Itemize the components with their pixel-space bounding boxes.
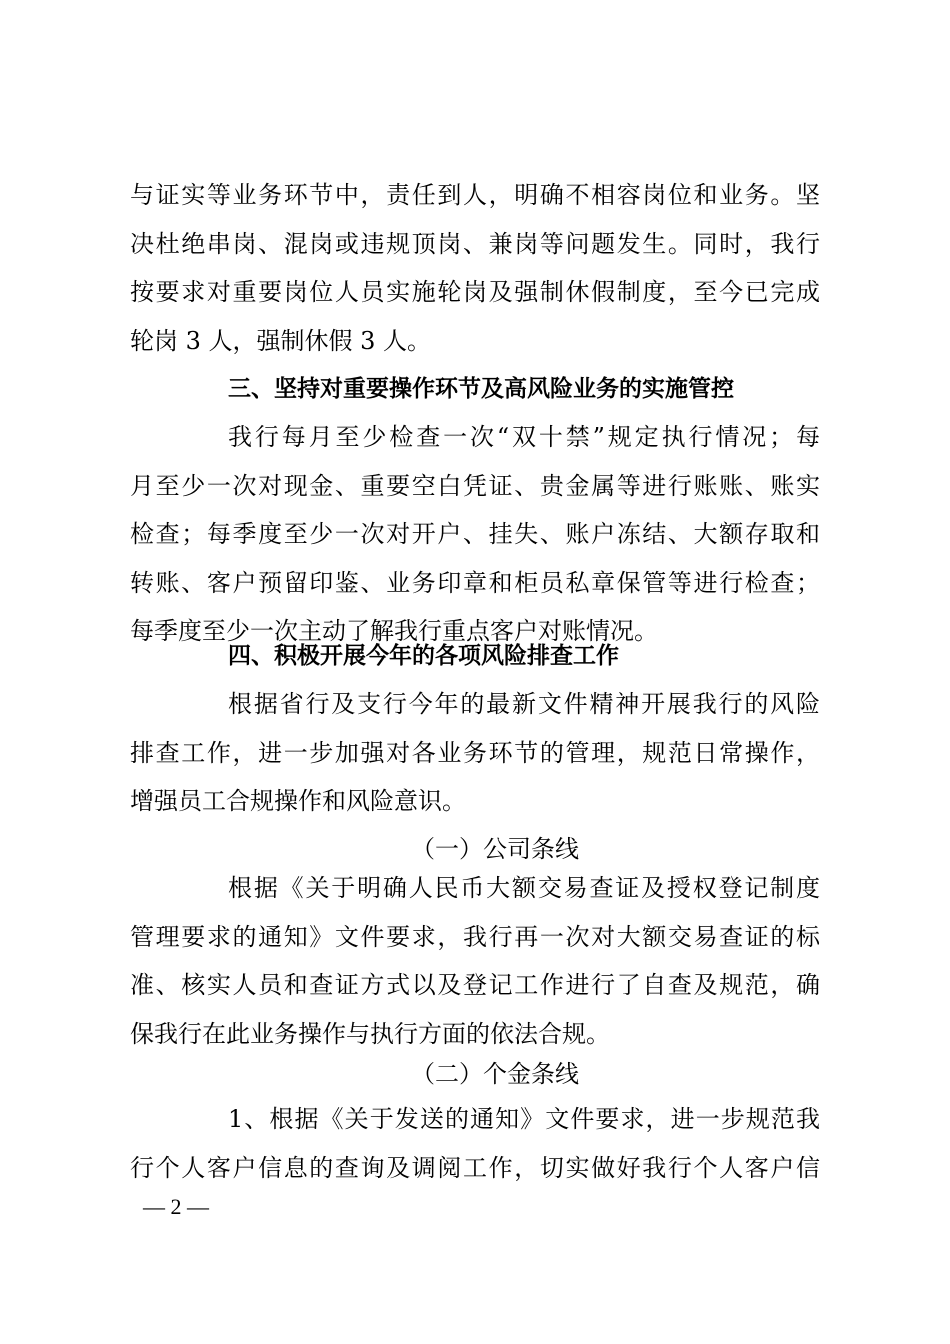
paragraph-line: 我行每月至少检查一次“双十禁”规定执行情况；每 [228,423,820,451]
paragraph-line: 按要求对重要岗位人员实施轮岗及强制休假制度，至今已完成 [130,278,820,306]
paragraph-line: 管理要求的通知》文件要求，我行再一次对大额交易查证的标 [130,922,820,951]
paragraph-line: 保我行在此业务操作与执行方面的依法合规。 [130,1019,610,1048]
paragraph-line: 增强员工合规操作和风险意识。 [130,787,466,815]
subsection-1-heading: （一）公司条线 [411,835,579,863]
paragraph-line: 决杜绝串岗、混岗或违规顶岗、兼岗等问题发生。同时，我行 [130,229,820,258]
paragraph-line: 根据《关于明确人民币大额交易查证及授权登记制度 [228,874,820,902]
section-3-heading: 三、坚持对重要操作环节及高风险业务的实施管控 [228,376,734,402]
paragraph-continuation [130,171,820,365]
paragraph-line: 检查；每季度至少一次对开户、挂失、账户冻结、大额存取和 [130,520,820,548]
section-4-paragraph [130,680,820,826]
paragraph-line: 转账、客户预留印鉴、业务印章和柜员私章保管等进行检查； [130,568,820,597]
subsection-2-heading: （二）个金条线 [411,1060,579,1088]
paragraph-line: 行个人客户信息的查询及调阅工作，切实做好我行个人客户信 [130,1153,820,1182]
page-number: — 2 — [143,1194,209,1219]
paragraph-line: 根据省行及支行今年的最新文件精神开展我行的风险 [228,690,820,718]
section-3-paragraph [130,413,820,656]
paragraph-line: 月至少一次对现金、重要空白凭证、贵金属等进行账账、账实 [130,471,820,500]
paragraph-line: 每季度至少一次主动了解我行重点客户对账情况。 [130,617,658,645]
subsection-1-paragraph [130,864,820,1058]
paragraph-line: 准、核实人员和查证方式以及登记工作进行了自查及规范，确 [130,971,820,999]
paragraph-line: 1、根据《关于发送的通知》文件要求，进一步规范我 [228,1105,820,1133]
paragraph-line: 排查工作，进一步加强对各业务环节的管理，规范日常操作， [130,738,820,767]
section-4-heading: 四、积极开展今年的各项风险排查工作 [228,643,619,669]
paragraph-line: 与证实等业务环节中，责任到人，明确不相容岗位和业务。坚 [130,181,820,209]
subsection-2-paragraph [130,1095,820,1192]
paragraph-line: 轮岗 3 人，强制休假 3 人。 [130,326,432,355]
